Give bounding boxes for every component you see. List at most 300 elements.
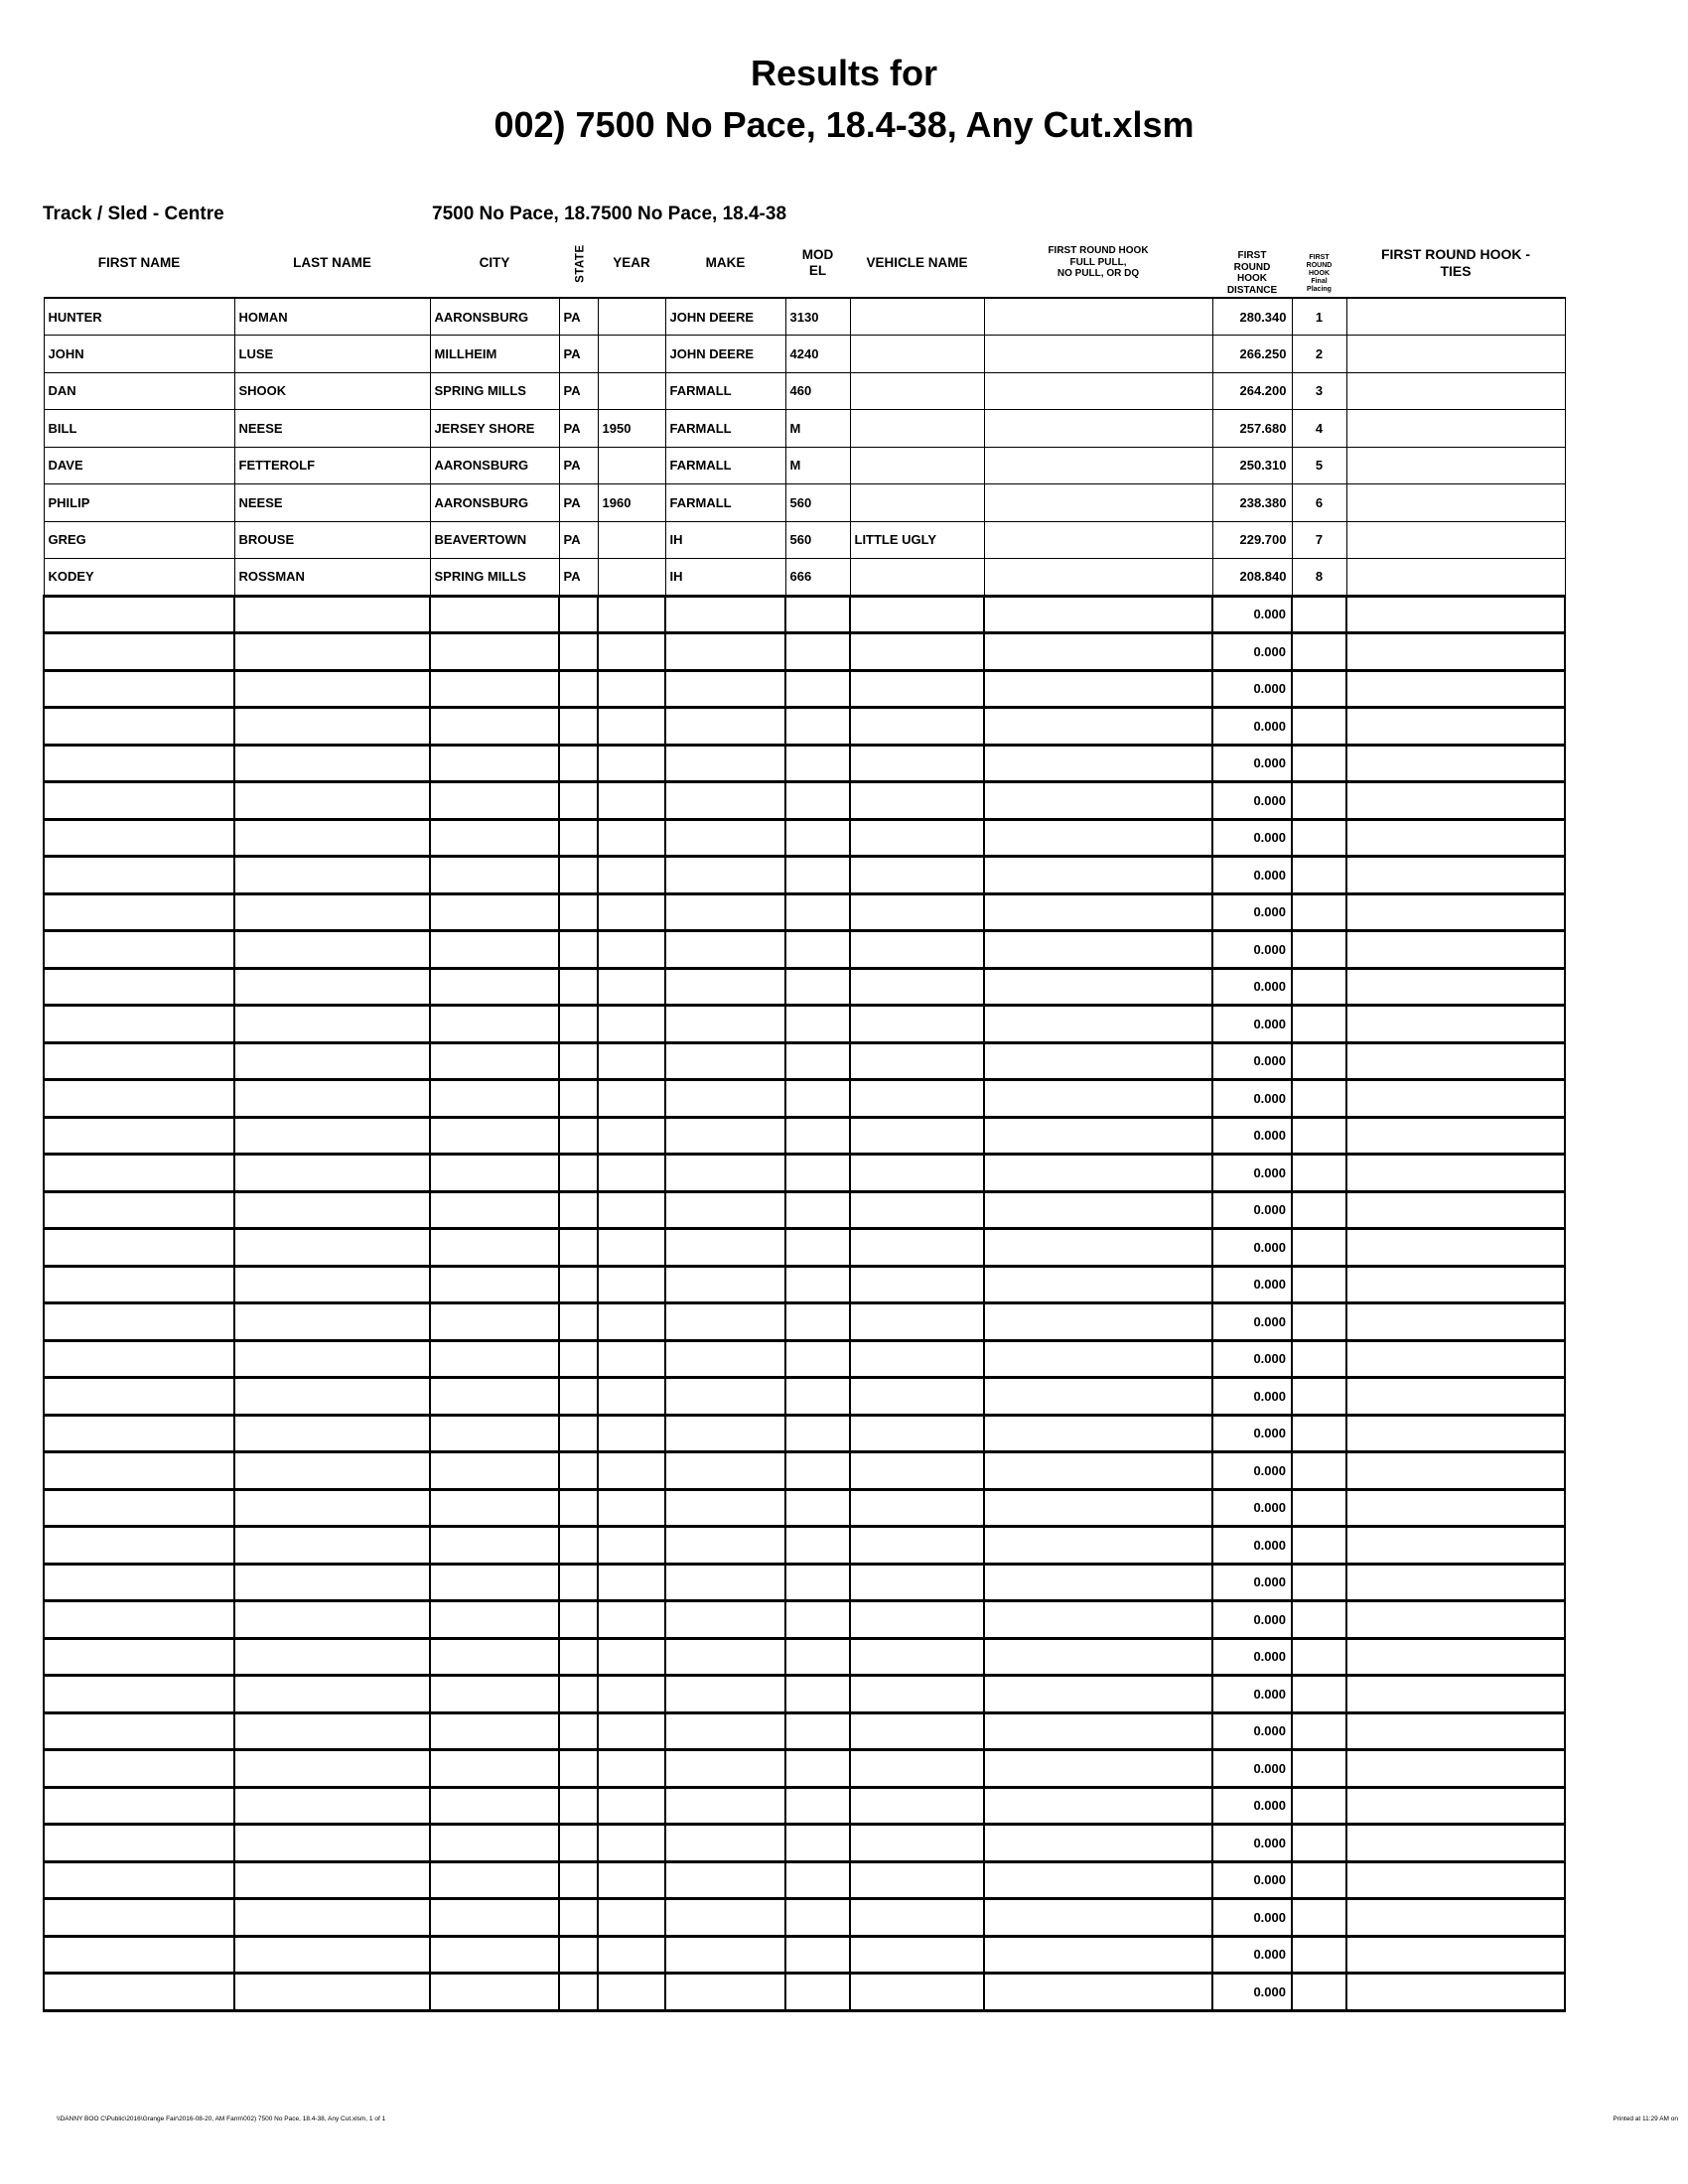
cell-first-name xyxy=(44,745,234,782)
cell-distance: 0.000 xyxy=(1212,1452,1292,1490)
empty-table-row xyxy=(44,1266,1565,1303)
cell-vehicle-name xyxy=(850,1155,984,1192)
cell-year xyxy=(598,819,665,857)
cell-year xyxy=(598,559,665,597)
cell-vehicle-name xyxy=(850,410,984,448)
cell-year xyxy=(598,1750,665,1788)
empty-table-row xyxy=(44,670,1565,708)
cell-model xyxy=(785,1229,850,1267)
cell-last-name: FETTEROLF xyxy=(234,447,430,484)
title-block xyxy=(0,52,1688,147)
cell-year xyxy=(598,1825,665,1862)
cell-distance: 0.000 xyxy=(1212,1117,1292,1155)
cell-placing: 1 xyxy=(1292,298,1346,336)
cell-year xyxy=(598,1936,665,1974)
cell-first-name xyxy=(44,819,234,857)
cell-last-name xyxy=(234,1899,430,1937)
cell-full-pull xyxy=(984,1601,1212,1639)
cell-placing xyxy=(1292,1601,1346,1639)
cell-first-name xyxy=(44,1861,234,1899)
cell-city xyxy=(430,633,559,671)
cell-ties xyxy=(1346,1266,1565,1303)
cell-last-name xyxy=(234,1117,430,1155)
cell-distance: 0.000 xyxy=(1212,1006,1292,1043)
cell-city: JERSEY SHORE xyxy=(430,410,559,448)
cell-distance: 0.000 xyxy=(1212,1787,1292,1825)
cell-placing xyxy=(1292,931,1346,969)
cell-first-name xyxy=(44,1452,234,1490)
cell-placing: 5 xyxy=(1292,447,1346,484)
cell-ties xyxy=(1346,670,1565,708)
cell-state xyxy=(559,1564,598,1601)
cell-state xyxy=(559,670,598,708)
cell-city xyxy=(430,1191,559,1229)
cell-make: FARMALL xyxy=(665,484,785,522)
cell-state xyxy=(559,893,598,931)
cell-first-name xyxy=(44,1006,234,1043)
cell-vehicle-name xyxy=(850,596,984,633)
empty-table-row xyxy=(44,1340,1565,1378)
cell-city xyxy=(430,1676,559,1713)
empty-table-row xyxy=(44,1489,1565,1527)
cell-first-name xyxy=(44,1750,234,1788)
cell-ties xyxy=(1346,1191,1565,1229)
cell-distance: 238.380 xyxy=(1212,484,1292,522)
cell-first-name xyxy=(44,1787,234,1825)
cell-full-pull xyxy=(984,1006,1212,1043)
cell-city xyxy=(430,1080,559,1118)
cell-model xyxy=(785,745,850,782)
cell-placing xyxy=(1292,1712,1346,1750)
cell-state xyxy=(559,1787,598,1825)
cell-model xyxy=(785,1452,850,1490)
cell-last-name xyxy=(234,1452,430,1490)
cell-state: PA xyxy=(559,372,598,410)
cell-city: AARONSBURG xyxy=(430,484,559,522)
cell-first-name xyxy=(44,1899,234,1937)
empty-table-row xyxy=(44,1006,1565,1043)
cell-first-name: BILL xyxy=(44,410,234,448)
cell-last-name xyxy=(234,782,430,820)
cell-city xyxy=(430,1712,559,1750)
cell-first-name xyxy=(44,1191,234,1229)
cell-ties xyxy=(1346,1155,1565,1192)
empty-table-row xyxy=(44,1155,1565,1192)
cell-vehicle-name xyxy=(850,1117,984,1155)
cell-placing xyxy=(1292,1787,1346,1825)
cell-year xyxy=(598,1676,665,1713)
cell-model xyxy=(785,1601,850,1639)
empty-table-row xyxy=(44,931,1565,969)
cell-distance: 0.000 xyxy=(1212,1825,1292,1862)
cell-vehicle-name xyxy=(850,1825,984,1862)
cell-placing xyxy=(1292,1489,1346,1527)
cell-placing xyxy=(1292,708,1346,746)
cell-make xyxy=(665,1787,785,1825)
cell-first-name xyxy=(44,596,234,633)
cell-city xyxy=(430,1974,559,2011)
cell-ties xyxy=(1346,410,1565,448)
cell-ties xyxy=(1346,1229,1565,1267)
cell-ties xyxy=(1346,1564,1565,1601)
cell-make xyxy=(665,1750,785,1788)
cell-vehicle-name xyxy=(850,1266,984,1303)
empty-table-row xyxy=(44,1712,1565,1750)
cell-placing: 7 xyxy=(1292,521,1346,559)
cell-vehicle-name xyxy=(850,372,984,410)
cell-distance: 257.680 xyxy=(1212,410,1292,448)
cell-first-name xyxy=(44,1303,234,1341)
cell-city xyxy=(430,1825,559,1862)
cell-last-name xyxy=(234,1489,430,1527)
cell-city: SPRING MILLS xyxy=(430,372,559,410)
cell-ties xyxy=(1346,372,1565,410)
cell-last-name: NEESE xyxy=(234,410,430,448)
cell-state xyxy=(559,1638,598,1676)
cell-last-name xyxy=(234,1936,430,1974)
cell-city xyxy=(430,745,559,782)
cell-last-name xyxy=(234,1861,430,1899)
cell-distance: 0.000 xyxy=(1212,1155,1292,1192)
cell-distance: 0.000 xyxy=(1212,1676,1292,1713)
cell-year xyxy=(598,1712,665,1750)
cell-placing xyxy=(1292,1974,1346,2011)
cell-year xyxy=(598,372,665,410)
cell-year xyxy=(598,1303,665,1341)
cell-last-name xyxy=(234,1191,430,1229)
cell-vehicle-name xyxy=(850,1006,984,1043)
cell-year xyxy=(598,1266,665,1303)
cell-vehicle-name xyxy=(850,298,984,336)
cell-make xyxy=(665,1712,785,1750)
cell-make: IH xyxy=(665,521,785,559)
empty-table-row xyxy=(44,1415,1565,1452)
cell-last-name xyxy=(234,1712,430,1750)
empty-table-row xyxy=(44,1117,1565,1155)
cell-placing xyxy=(1292,1191,1346,1229)
cell-make xyxy=(665,1676,785,1713)
cell-full-pull xyxy=(984,819,1212,857)
cell-model xyxy=(785,1303,850,1341)
cell-last-name xyxy=(234,1415,430,1452)
cell-model xyxy=(785,633,850,671)
cell-last-name xyxy=(234,1974,430,2011)
cell-make xyxy=(665,1564,785,1601)
cell-model: 4240 xyxy=(785,336,850,373)
cell-make xyxy=(665,745,785,782)
cell-ties xyxy=(1346,559,1565,597)
cell-year xyxy=(598,521,665,559)
cell-full-pull xyxy=(984,1527,1212,1565)
cell-model: M xyxy=(785,410,850,448)
cell-ties xyxy=(1346,1340,1565,1378)
empty-table-row xyxy=(44,633,1565,671)
empty-table-row xyxy=(44,745,1565,782)
cell-ties xyxy=(1346,931,1565,969)
cell-first-name: JOHN xyxy=(44,336,234,373)
class-name-label: 7500 No Pace, 18.7500 No Pace, 18.4-38 xyxy=(432,204,787,224)
cell-full-pull xyxy=(984,1080,1212,1118)
cell-year xyxy=(598,1191,665,1229)
cell-state xyxy=(559,1080,598,1118)
cell-model xyxy=(785,1117,850,1155)
cell-city xyxy=(430,1006,559,1043)
cell-last-name xyxy=(234,1638,430,1676)
cell-year xyxy=(598,298,665,336)
cell-state xyxy=(559,968,598,1006)
cell-city xyxy=(430,1861,559,1899)
cell-year: 1960 xyxy=(598,484,665,522)
cell-state: PA xyxy=(559,559,598,597)
cell-full-pull xyxy=(984,1936,1212,1974)
cell-placing: 3 xyxy=(1292,372,1346,410)
cell-first-name xyxy=(44,1564,234,1601)
cell-make xyxy=(665,857,785,894)
cell-first-name xyxy=(44,968,234,1006)
cell-distance: 0.000 xyxy=(1212,1638,1292,1676)
cell-make xyxy=(665,1899,785,1937)
cell-year xyxy=(598,745,665,782)
cell-vehicle-name xyxy=(850,1452,984,1490)
cell-vehicle-name xyxy=(850,1974,984,2011)
cell-city xyxy=(430,1117,559,1155)
cell-distance: 0.000 xyxy=(1212,1712,1292,1750)
cell-state xyxy=(559,1712,598,1750)
cell-make xyxy=(665,1527,785,1565)
cell-full-pull xyxy=(984,1712,1212,1750)
cell-first-name xyxy=(44,1712,234,1750)
cell-ties xyxy=(1346,968,1565,1006)
cell-first-name xyxy=(44,1378,234,1416)
cell-make xyxy=(665,1415,785,1452)
cell-ties xyxy=(1346,1974,1565,2011)
cell-last-name xyxy=(234,819,430,857)
cell-last-name xyxy=(234,1601,430,1639)
cell-full-pull xyxy=(984,1861,1212,1899)
cell-year xyxy=(598,1974,665,2011)
cell-year xyxy=(598,1564,665,1601)
cell-placing xyxy=(1292,782,1346,820)
cell-make: FARMALL xyxy=(665,447,785,484)
cell-ties xyxy=(1346,782,1565,820)
cell-year xyxy=(598,336,665,373)
cell-state xyxy=(559,1191,598,1229)
cell-make xyxy=(665,1155,785,1192)
cell-first-name xyxy=(44,633,234,671)
cell-distance: 0.000 xyxy=(1212,670,1292,708)
cell-first-name xyxy=(44,893,234,931)
cell-ties xyxy=(1346,1787,1565,1825)
cell-last-name xyxy=(234,968,430,1006)
cell-distance: 0.000 xyxy=(1212,1750,1292,1788)
cell-city xyxy=(430,1750,559,1788)
cell-full-pull xyxy=(984,708,1212,746)
cell-ties xyxy=(1346,484,1565,522)
cell-state: PA xyxy=(559,298,598,336)
cell-year xyxy=(598,968,665,1006)
cell-year xyxy=(598,1601,665,1639)
cell-make xyxy=(665,1825,785,1862)
cell-full-pull xyxy=(984,372,1212,410)
cell-make xyxy=(665,1117,785,1155)
cell-ties xyxy=(1346,1452,1565,1490)
cell-make xyxy=(665,1936,785,1974)
cell-state: PA xyxy=(559,336,598,373)
cell-make xyxy=(665,1042,785,1080)
cell-make xyxy=(665,596,785,633)
cell-city xyxy=(430,1601,559,1639)
cell-first-name xyxy=(44,708,234,746)
cell-vehicle-name xyxy=(850,968,984,1006)
cell-last-name xyxy=(234,1006,430,1043)
cell-model xyxy=(785,1042,850,1080)
cell-distance: 0.000 xyxy=(1212,1378,1292,1416)
empty-table-row xyxy=(44,1750,1565,1788)
cell-distance: 0.000 xyxy=(1212,1489,1292,1527)
cell-state: PA xyxy=(559,447,598,484)
cell-make: FARMALL xyxy=(665,372,785,410)
cell-last-name xyxy=(234,1378,430,1416)
cell-model xyxy=(785,1564,850,1601)
cell-full-pull xyxy=(984,1378,1212,1416)
empty-table-row xyxy=(44,1676,1565,1713)
cell-full-pull xyxy=(984,1676,1212,1713)
cell-vehicle-name xyxy=(850,1340,984,1378)
cell-make xyxy=(665,708,785,746)
cell-city xyxy=(430,857,559,894)
empty-table-row xyxy=(44,1527,1565,1565)
cell-distance: 0.000 xyxy=(1212,745,1292,782)
cell-vehicle-name xyxy=(850,708,984,746)
cell-full-pull xyxy=(984,1489,1212,1527)
cell-make xyxy=(665,1303,785,1341)
cell-state xyxy=(559,1676,598,1713)
cell-vehicle-name xyxy=(850,1601,984,1639)
empty-table-row xyxy=(44,1974,1565,2011)
cell-model xyxy=(785,1974,850,2011)
cell-state xyxy=(559,1936,598,1974)
cell-first-name xyxy=(44,1415,234,1452)
cell-city xyxy=(430,596,559,633)
state-vertical-label: STATE xyxy=(574,244,587,284)
cell-last-name xyxy=(234,1340,430,1378)
cell-vehicle-name xyxy=(850,633,984,671)
cell-make xyxy=(665,1266,785,1303)
empty-table-row xyxy=(44,1229,1565,1267)
cell-make xyxy=(665,1191,785,1229)
cell-distance: 0.000 xyxy=(1212,1564,1292,1601)
cell-year xyxy=(598,1340,665,1378)
cell-full-pull xyxy=(984,633,1212,671)
cell-full-pull xyxy=(984,857,1212,894)
cell-year xyxy=(598,1080,665,1118)
cell-vehicle-name xyxy=(850,782,984,820)
cell-vehicle-name xyxy=(850,1676,984,1713)
cell-last-name xyxy=(234,1825,430,1862)
cell-last-name: SHOOK xyxy=(234,372,430,410)
cell-state xyxy=(559,708,598,746)
cell-ties xyxy=(1346,447,1565,484)
cell-first-name xyxy=(44,1974,234,2011)
footer-file-path: \\DANNY BOO C\Public\2016\Grange Fair\2016-08-20, AM Farm\002) 7500 No Pace, 18.4-38, Any Cut.xlsm, 1 of 1 xyxy=(57,2116,386,2122)
cell-placing: 6 xyxy=(1292,484,1346,522)
cell-year xyxy=(598,596,665,633)
cell-first-name xyxy=(44,1638,234,1676)
cell-ties xyxy=(1346,1378,1565,1416)
cell-city: AARONSBURG xyxy=(430,447,559,484)
cell-state xyxy=(559,745,598,782)
cell-make xyxy=(665,893,785,931)
cell-city xyxy=(430,1489,559,1527)
cell-model xyxy=(785,1638,850,1676)
cell-ties xyxy=(1346,298,1565,336)
cell-last-name: NEESE xyxy=(234,484,430,522)
cell-make xyxy=(665,1006,785,1043)
cell-first-name xyxy=(44,857,234,894)
cell-state: PA xyxy=(559,410,598,448)
cell-city xyxy=(430,670,559,708)
cell-city: SPRING MILLS xyxy=(430,559,559,597)
cell-distance: 264.200 xyxy=(1212,372,1292,410)
cell-ties xyxy=(1346,1861,1565,1899)
cell-last-name xyxy=(234,708,430,746)
cell-make xyxy=(665,670,785,708)
cell-distance: 0.000 xyxy=(1212,819,1292,857)
cell-vehicle-name xyxy=(850,670,984,708)
column-header-full-pull: FIRST ROUND HOOK FULL PULL, NO PULL, OR DQ xyxy=(984,228,1212,298)
cell-ties xyxy=(1346,893,1565,931)
cell-state xyxy=(559,1303,598,1341)
cell-distance: 208.840 xyxy=(1212,559,1292,597)
cell-state xyxy=(559,1601,598,1639)
cell-ties xyxy=(1346,857,1565,894)
cell-last-name: BROUSE xyxy=(234,521,430,559)
cell-year xyxy=(598,633,665,671)
cell-placing xyxy=(1292,819,1346,857)
cell-model xyxy=(785,1825,850,1862)
cell-city xyxy=(430,931,559,969)
cell-model xyxy=(785,968,850,1006)
cell-full-pull xyxy=(984,596,1212,633)
cell-city xyxy=(430,1452,559,1490)
cell-last-name xyxy=(234,596,430,633)
cell-ties xyxy=(1346,1006,1565,1043)
empty-table-row xyxy=(44,596,1565,633)
meta-row xyxy=(43,204,1564,227)
cell-first-name xyxy=(44,1601,234,1639)
column-header-model: MOD EL xyxy=(785,228,850,298)
empty-table-row xyxy=(44,819,1565,857)
cell-vehicle-name xyxy=(850,1191,984,1229)
cell-make xyxy=(665,1601,785,1639)
cell-year xyxy=(598,1861,665,1899)
cell-city xyxy=(430,1378,559,1416)
cell-make xyxy=(665,1861,785,1899)
column-header-state xyxy=(559,228,598,298)
cell-year xyxy=(598,1229,665,1267)
cell-state xyxy=(559,1861,598,1899)
page-footer xyxy=(0,2116,1688,2127)
results-table xyxy=(43,228,1566,2012)
cell-first-name xyxy=(44,1266,234,1303)
cell-placing xyxy=(1292,1861,1346,1899)
cell-model xyxy=(785,1936,850,1974)
empty-table-row xyxy=(44,1861,1565,1899)
cell-ties xyxy=(1346,1825,1565,1862)
cell-model xyxy=(785,1006,850,1043)
cell-full-pull xyxy=(984,1266,1212,1303)
table-row xyxy=(44,559,1565,597)
